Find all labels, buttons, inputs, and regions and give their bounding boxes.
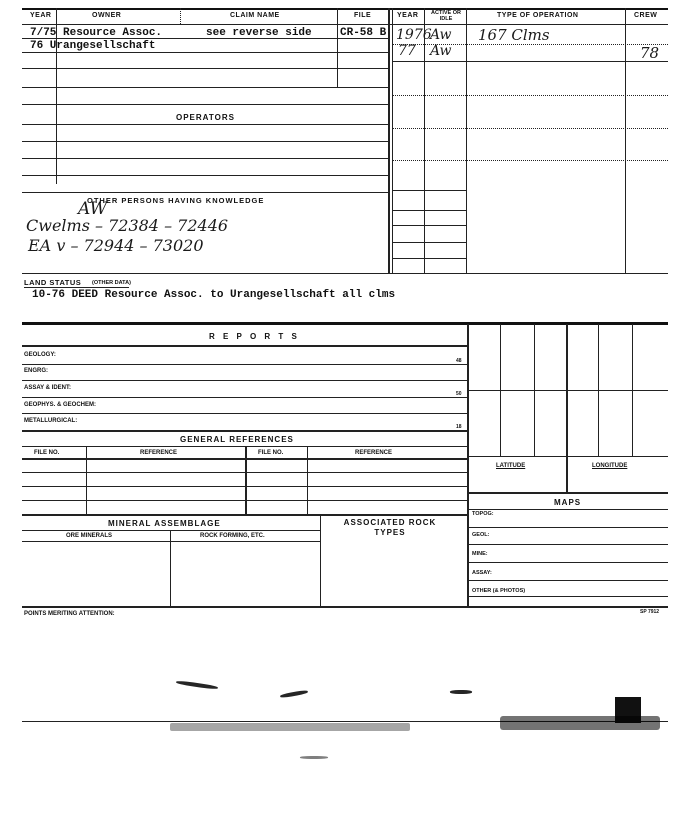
points-meriting-attention: POINTS MERITING ATTENTION: <box>24 611 115 617</box>
row-line <box>392 61 668 62</box>
col-divider <box>625 8 626 273</box>
maps-geol: GEOL: <box>472 532 490 538</box>
claim-name-header: CLAIM NAME <box>230 12 280 19</box>
form-number: SP 7912 <box>640 609 660 615</box>
metallurgical-num: 18 <box>456 424 462 430</box>
col-divider <box>424 8 425 273</box>
row-line <box>22 141 388 142</box>
ops-year-1: 1976 <box>396 27 432 43</box>
ref-col-reference-2: REFERENCE <box>355 450 393 456</box>
owner-row-1: 7/75 Resource Assoc. <box>30 27 163 39</box>
col-divider <box>245 446 247 514</box>
row-line <box>22 500 468 501</box>
reports-right-divider <box>467 324 469 606</box>
maps-topog: TOPOG: <box>472 511 494 517</box>
row-line <box>22 124 388 125</box>
ops-active-1: Aw <box>430 27 452 43</box>
scan-artifact <box>280 690 308 699</box>
row-line <box>22 397 468 398</box>
file-row-1: CR-58 B <box>340 27 387 39</box>
land-status-underline <box>24 287 129 288</box>
row-line <box>468 580 668 581</box>
lower-section-bottom <box>22 606 668 608</box>
assay-num: 50 <box>456 391 462 397</box>
grid-line <box>468 456 668 457</box>
col-divider <box>307 446 308 514</box>
maps-title: MAPS <box>554 498 582 507</box>
file-header: FILE <box>354 12 372 19</box>
row-line <box>392 160 668 161</box>
row-line <box>392 258 466 259</box>
row-line <box>392 190 466 191</box>
maps-top-line <box>468 492 668 494</box>
general-references-title: GENERAL REFERENCES <box>180 435 294 444</box>
year-header: YEAR <box>30 12 52 19</box>
row-line <box>22 472 468 473</box>
row-line <box>22 175 388 176</box>
ops-type-1: 167 Clms <box>478 26 550 44</box>
scan-artifact <box>450 690 472 694</box>
reports-top-border <box>22 322 668 325</box>
longitude-label: LONGITUDE <box>592 463 628 469</box>
scan-artifact <box>176 680 218 690</box>
row-line <box>468 562 668 563</box>
top-section-bottom <box>22 273 668 274</box>
owner-header: OWNER <box>92 12 122 19</box>
ref-col-file-no-2: FILE NO. <box>258 450 284 456</box>
ops-crew-2: 78 <box>640 44 660 62</box>
col-divider <box>320 514 321 606</box>
assay-ident-label: ASSAY & IDENT: <box>24 385 72 391</box>
mineral-assemblage-title: MINERAL ASSEMBLAGE <box>108 519 221 528</box>
grid-line <box>566 324 568 492</box>
scan-artifact <box>500 716 660 730</box>
geology-label: GEOLOGY: <box>24 352 56 358</box>
grid-line <box>468 390 668 391</box>
ref-col-reference-1: REFERENCE <box>140 450 178 456</box>
geology-num: 48 <box>456 358 462 364</box>
handwritten-line-1: Cwelms – 72384 – 72446 <box>26 216 229 235</box>
row-line <box>22 68 388 69</box>
maps-other: OTHER (& PHOTOS) <box>472 588 526 594</box>
col-divider <box>466 8 467 273</box>
row-line <box>468 596 668 597</box>
row-line <box>22 192 388 193</box>
geophys-label: GEOPHYS. & GEOCHEM: <box>24 402 97 408</box>
col-divider <box>86 446 87 514</box>
row-line <box>22 541 320 542</box>
ore-minerals-label: ORE MINERALS <box>66 533 113 539</box>
row-line <box>468 509 668 510</box>
row-line <box>468 544 668 545</box>
initials-handwriting: AW <box>78 199 108 219</box>
row-line <box>392 210 466 211</box>
row-line <box>22 413 468 414</box>
row-line <box>22 430 468 432</box>
ops-active-2: Aw <box>430 43 452 59</box>
main-divider <box>392 8 393 273</box>
land-status-text: 10-76 DEED Resource Assoc. to Urangesellschaft all clms <box>32 289 396 301</box>
engrg-label: ENGRG: <box>24 368 48 374</box>
handwritten-line-2: EA v – 72944 – 73020 <box>28 236 204 255</box>
row-line <box>22 104 388 105</box>
header-underline <box>22 24 668 25</box>
main-divider <box>388 8 390 273</box>
latitude-label: LATITUDE <box>496 463 526 469</box>
reports-title: R E P O R T S <box>209 332 300 341</box>
ops-year-2: 77 <box>398 43 416 59</box>
row-line <box>22 514 468 516</box>
year-right-header: YEAR <box>397 12 419 19</box>
row-line <box>22 158 388 159</box>
row-line <box>22 380 468 381</box>
type-of-operation-header: TYPE OF OPERATION <box>497 12 579 19</box>
row-line <box>22 87 388 88</box>
maps-mine: MINE: <box>472 551 488 557</box>
col-divider <box>180 8 181 24</box>
row-line <box>22 52 388 53</box>
row-line <box>392 44 668 45</box>
top-border <box>22 8 668 10</box>
active-idle-header: ACTIVE OR IDLE <box>431 10 461 22</box>
row-line <box>22 530 320 531</box>
col-divider <box>337 8 338 88</box>
row-line <box>22 364 468 365</box>
operators-title: OPERATORS <box>176 113 235 122</box>
ref-col-file-no-1: FILE NO. <box>34 450 60 456</box>
scan-artifact <box>300 756 328 759</box>
maps-assay: ASSAY: <box>472 570 492 576</box>
scan-artifact <box>170 723 410 731</box>
reports-title-line <box>22 345 468 347</box>
land-status-sublabel: (OTHER DATA) <box>92 280 131 286</box>
row-line <box>392 128 668 129</box>
crew-header: CREW <box>634 12 658 19</box>
row-line <box>22 486 468 487</box>
row-line <box>392 242 466 243</box>
claim-row-1: see reverse side <box>206 27 312 39</box>
row-line <box>392 225 466 226</box>
land-status-label: LAND STATUS <box>24 278 82 287</box>
associated-rock-types: ASSOCIATED ROCK TYPES <box>343 518 437 537</box>
row-line <box>392 95 668 96</box>
row-line <box>22 38 388 39</box>
owner-row-2: 76 Urangesellschaft <box>30 40 156 52</box>
row-line <box>468 527 668 528</box>
rock-forming-label: ROCK FORMING, ETC. <box>200 533 265 539</box>
metallurgical-label: METALLURGICAL: <box>24 418 78 424</box>
other-persons-title: OTHER PERSONS HAVING KNOWLEDGE <box>87 196 265 205</box>
